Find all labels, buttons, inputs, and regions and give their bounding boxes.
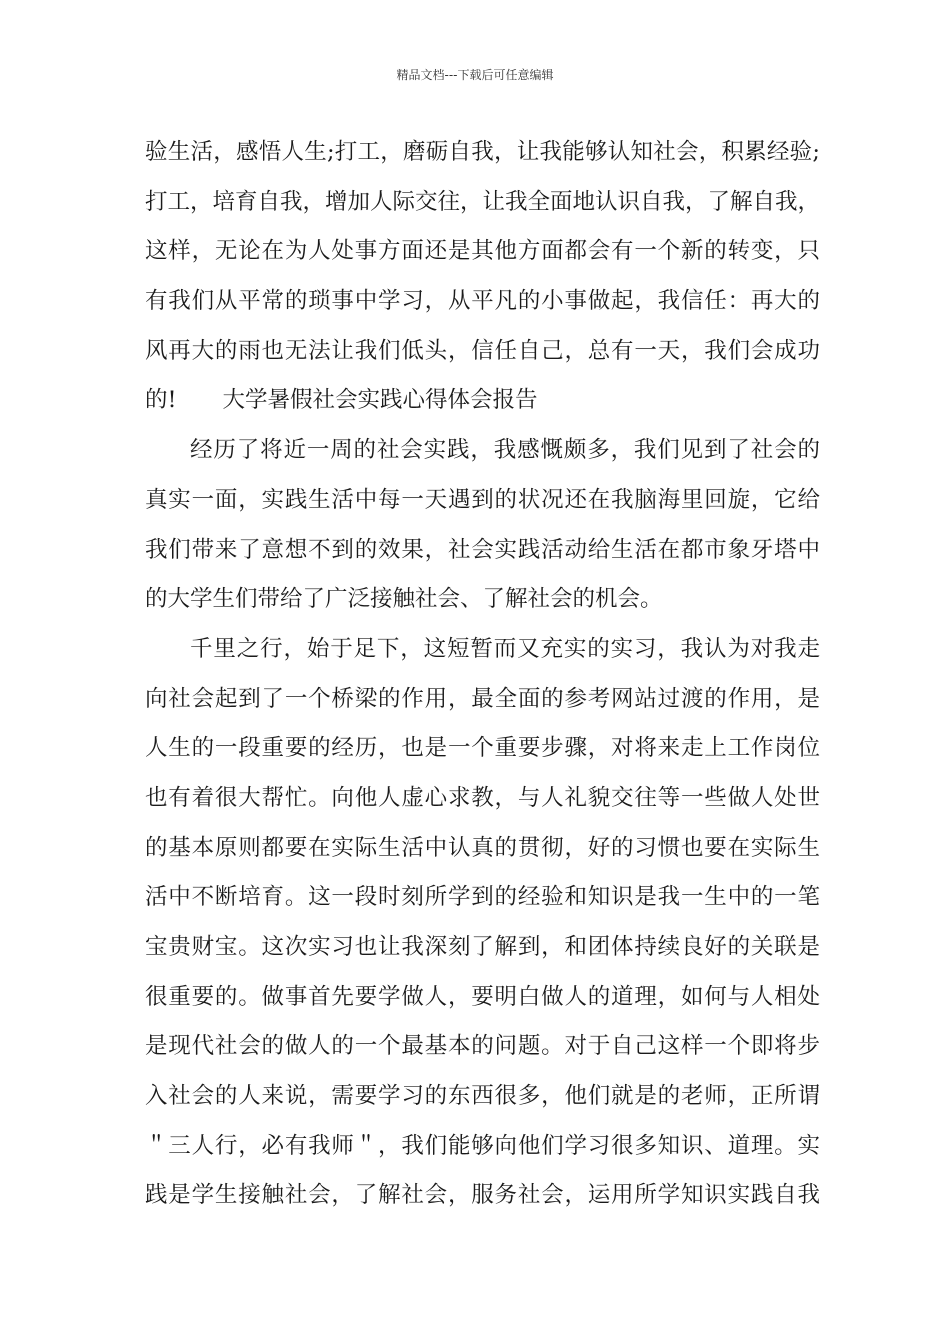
page-header: 精品文档---下载后可任意编辑	[396, 68, 554, 82]
document-body	[145, 128, 820, 1221]
text-line: 千里之行，始于足下，这短暂而又充实的实习，我认为对我走	[190, 635, 820, 662]
text-line: 的大学生们带给了广泛接触社会、了解社会的机会。	[145, 586, 663, 613]
text-line: 也有着很大帮忙。向他人虚心求教，与人礼貌交往等一些做人处世	[145, 784, 820, 811]
text-line: 向社会起到了一个桥梁的作用，最全面的参考网站过渡的作用，是	[145, 685, 820, 712]
text-line: 打工，培育自我，增加人际交往，让我全面地认识自我，了解自我，	[145, 188, 821, 215]
text-line: 人生的一段重要的经历，也是一个重要步骤，对将来走上工作岗位	[145, 735, 820, 762]
text-line: 很重要的。做事首先要学做人，要明白做人的道理，如何与人相处	[145, 983, 820, 1010]
paragraph-end-text: 的!	[145, 387, 177, 414]
text-line: 践是学生接触社会，了解社会，服务社会，运用所学知识实践自我	[145, 1182, 820, 1209]
text-line: 验生活，感悟人生;打工，磨砺自我，让我能够认知社会，积累经验;	[145, 139, 820, 165]
text-line: 入社会的人来说，需要学习的东西很多，他们就是的老师，正所谓	[145, 1083, 820, 1110]
text-line: 真实一面，实践生活中每一天遇到的状况还在我脑海里回旋，它给	[145, 486, 820, 513]
text-line: 的基本原则都要在实际生活中认真的贯彻，好的习惯也要在实际生	[145, 834, 820, 861]
text-line: 宝贵财宝。这次实习也让我深刻了解到，和团体持续良好的关联是	[145, 934, 820, 960]
report-title: 大学暑假社会实践心得体会报告	[222, 387, 538, 414]
text-line: ＂三人行，必有我师＂，我们能够向他们学习很多知识、道理。实	[145, 1132, 820, 1159]
text-line: 是现代社会的做人的一个最基本的问题。对于自己这样一个即将步	[145, 1033, 820, 1060]
text-line: 这样，无论在为人处事方面还是其他方面都会有一个新的转变，只	[145, 238, 820, 265]
text-line: 活中不断培育。这一段时刻所学到的经验和知识是我一生中的一笔	[145, 884, 820, 911]
text-line: 经历了将近一周的社会实践，我感慨颇多，我们见到了社会的	[190, 437, 820, 464]
text-line: 风再大的雨也无法让我们低头，信任自己，总有一天，我们会成功	[145, 337, 820, 364]
text-line: 我们带来了意想不到的效果，社会实践活动给生活在都市象牙塔中	[145, 536, 820, 563]
text-line: 有我们从平常的琐事中学习，从平凡的小事做起，我信任：再大的	[145, 288, 820, 315]
text-line	[145, 376, 820, 426]
